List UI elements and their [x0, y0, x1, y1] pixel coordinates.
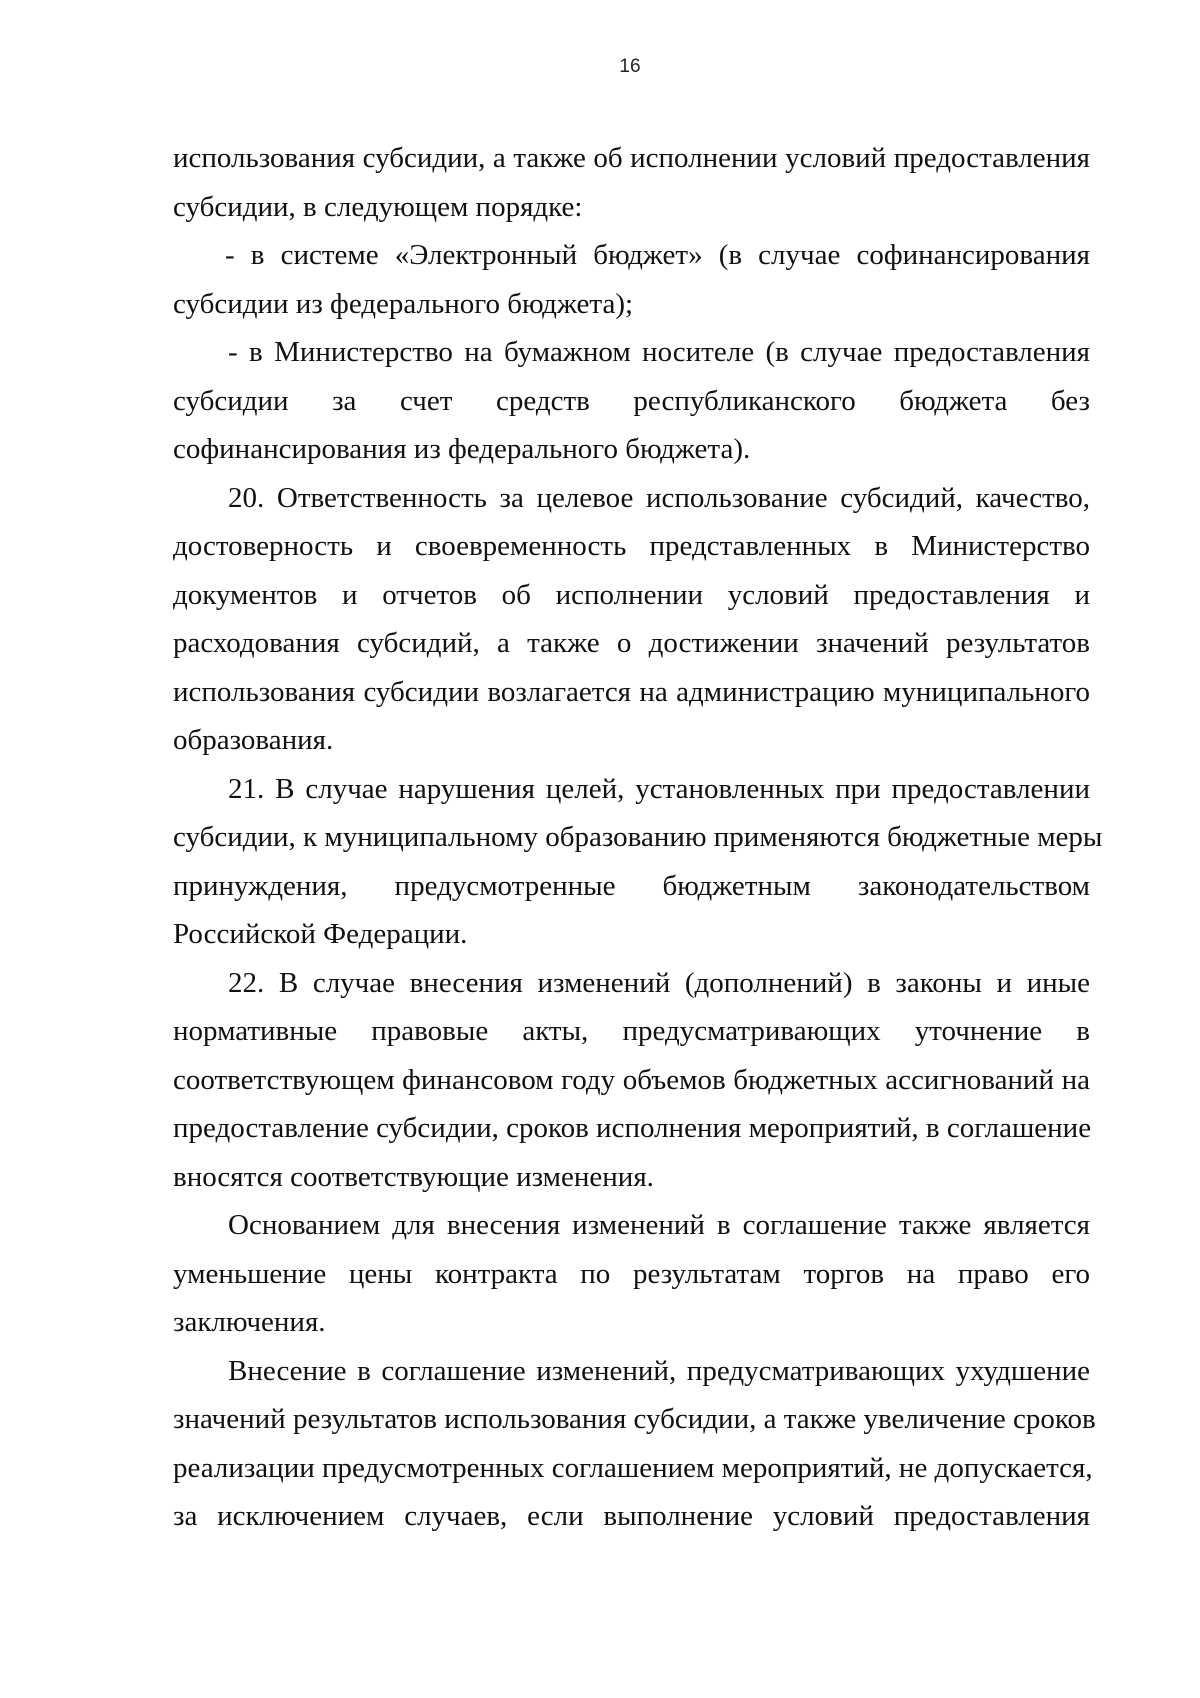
text-line: - в Министерство на бумажном носителе (в случае предоставления	[228, 336, 1090, 368]
text-line: вносятся соответствующие изменения.	[173, 1160, 654, 1193]
text-line: документов и отчетов об исполнении условий предоставления и	[173, 578, 1090, 611]
paragraph-amendment-basis	[173, 1201, 1090, 1347]
text-line: значений результатов использования субсидии, а также увеличение сроков	[173, 1403, 1096, 1435]
text-line: субсидии за счет средств республиканского бюджета без	[173, 384, 1090, 417]
text-line: за исключением случаев, если выполнение условий предоставления	[173, 1500, 1090, 1532]
text-line: образования.	[173, 724, 334, 756]
text-line: Внесение в соглашение изменений, предусматривающих ухудшение	[228, 1354, 1090, 1387]
text-line: - в системе «Электронный бюджет» (в случае софинансирования	[225, 239, 1090, 271]
text-line: соответствующем финансовом году объемов бюджетных ассигнований на	[173, 1063, 1090, 1096]
text-line: предоставление субсидии, сроков исполнения мероприятий, в соглашение	[173, 1112, 1092, 1144]
text-line: заключения.	[173, 1306, 326, 1338]
text-line: софинансирования из федерального бюджета).	[173, 433, 751, 465]
text-line: использования субсидии, а также об исполнении условий предоставления	[173, 142, 1090, 174]
paragraph-clause-22	[173, 959, 1090, 1202]
text-line: 22. В случае внесения изменений (дополнений) в законы и иные	[228, 966, 1090, 999]
text-line: расходования субсидий, а также о достижении значений результатов	[173, 627, 1090, 659]
text-line: реализации предусмотренных соглашением мероприятий, не допускается,	[173, 1451, 1093, 1484]
text-line: 21. В случае нарушения целей, установленных при предоставлении	[228, 772, 1090, 805]
document-body	[173, 134, 1103, 1541]
text-line: достоверность и своевременность представленных в Министерство	[173, 530, 1090, 562]
paragraph-paper-submission-item	[173, 328, 1090, 474]
text-line: использования субсидии возлагается на администрацию муниципального	[173, 675, 1090, 708]
paragraph-amendment-restriction	[173, 1347, 1096, 1541]
text-line: Основанием для внесения изменений в соглашение также является	[228, 1209, 1090, 1241]
text-line: Российской Федерации.	[173, 918, 468, 950]
text-line: уменьшение цены контракта по результатам торгов на право его	[173, 1257, 1090, 1290]
paragraph-continuation	[173, 134, 1090, 231]
page-number: 16	[619, 56, 641, 77]
text-line: принуждения, предусмотренные бюджетным законодательством	[173, 869, 1090, 902]
text-line: субсидии из федерального бюджета);	[173, 287, 634, 320]
paragraph-electronic-budget-item	[173, 231, 1090, 328]
paragraph-clause-20	[173, 474, 1090, 765]
text-line: субсидии, в следующем порядке:	[173, 190, 583, 223]
text-line: нормативные правовые акты, предусматривающих уточнение в	[173, 1015, 1090, 1047]
paragraph-clause-21	[173, 765, 1103, 959]
text-line: 20. Ответственность за целевое использование субсидий, качество,	[228, 481, 1090, 514]
text-line: субсидии, к муниципальному образованию применяются бюджетные меры	[173, 821, 1103, 853]
